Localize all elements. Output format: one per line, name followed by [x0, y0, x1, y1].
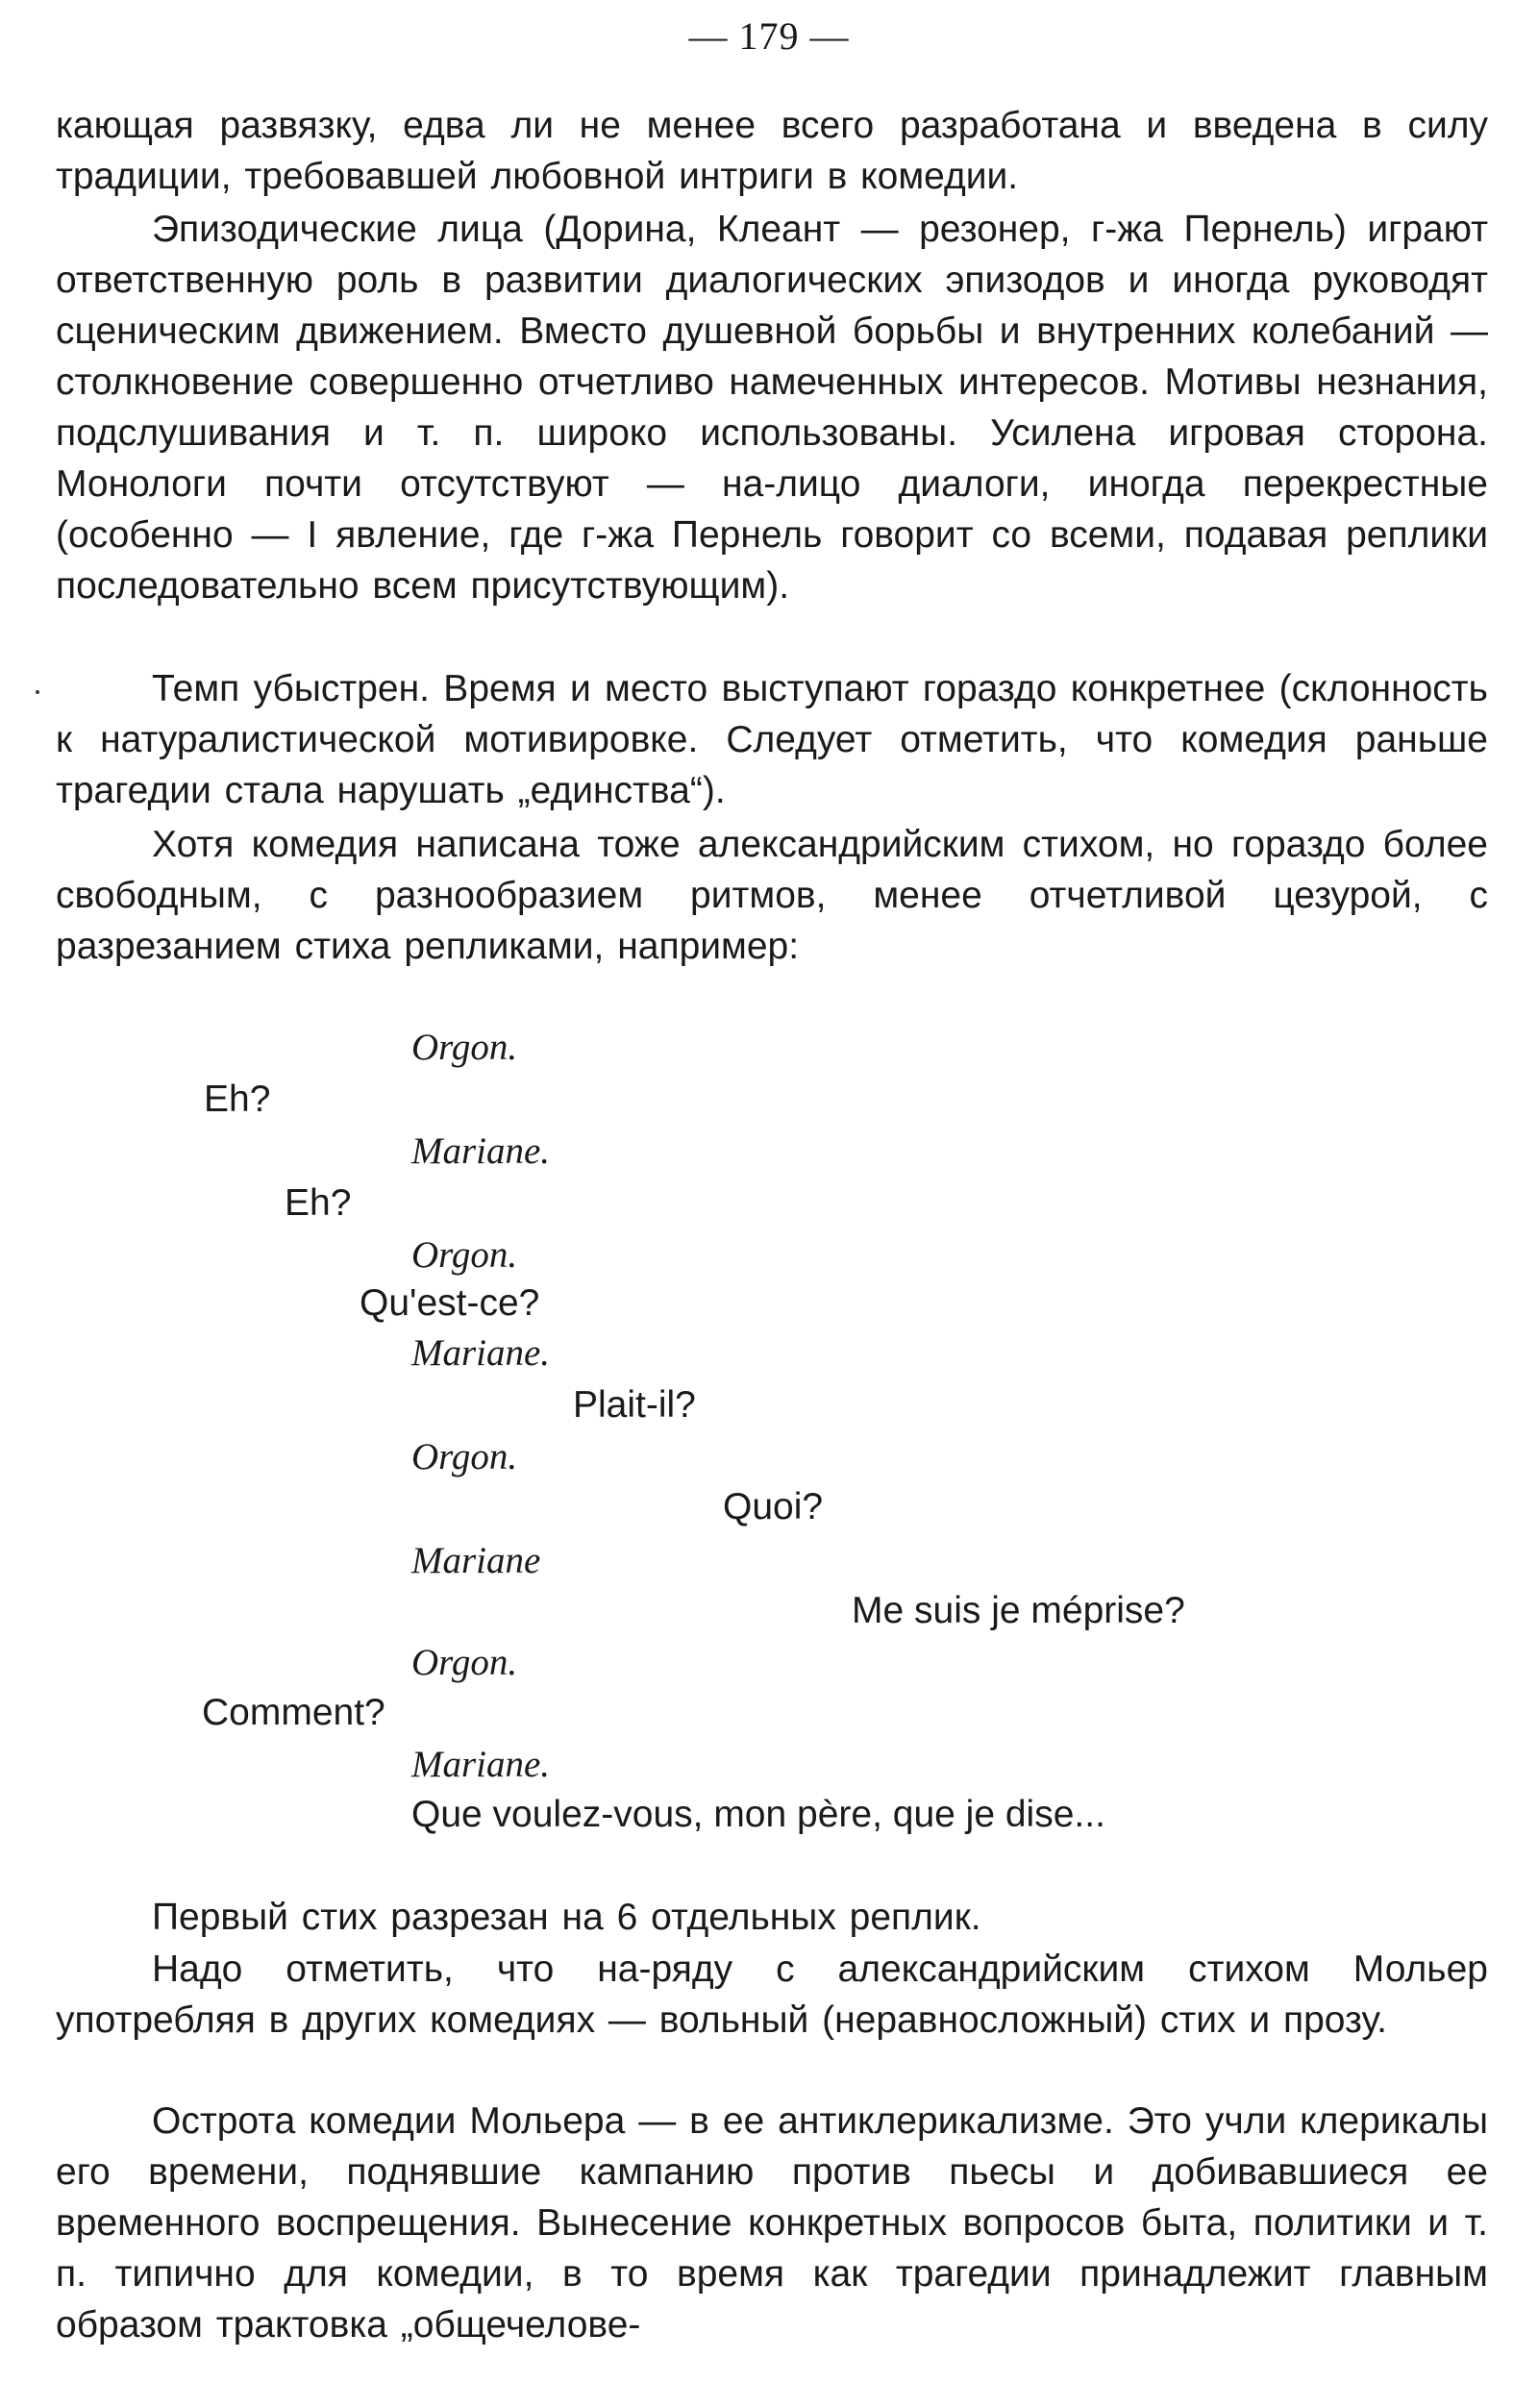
speaker-label: Mariane.	[411, 1744, 551, 1785]
verse-line: Me suis je méprise?	[852, 1590, 1185, 1631]
speaker-label: Mariane.	[411, 1332, 551, 1374]
verse-line: Comment?	[202, 1692, 385, 1733]
paragraph-verse-intro: Хотя комедия написана тоже александрийским стихом, но гораздо более свободным, с разнообразием ритмов, менее отчетливой цезурой, с разрезанием стиха репликами, например:	[56, 824, 1488, 967]
verse-line: Quoi?	[723, 1486, 824, 1527]
verse-line: Que voulez-vous, mon père, que je dise...	[411, 1794, 1105, 1835]
verse-line: Eh?	[285, 1182, 352, 1224]
verse-line: Qu'est-ce?	[360, 1282, 540, 1324]
print-speck	[36, 690, 39, 694]
speaker-label: Orgon.	[411, 1642, 518, 1683]
speaker-label: Mariane.	[411, 1130, 551, 1172]
verse-line: Plait-il?	[573, 1384, 696, 1426]
speaker-label: Mariane	[411, 1540, 541, 1581]
paragraph-episodic-characters: Эпизодические лица (Дорина, Клеант — резонер, г-жа Пернель) играют ответственную роль в развитии диалогических эпизодов и иногда руководят сценическим движением. Вместо душевной борьбы и внутренних колебаний — столкновение совершенно отчетливо намеченных интересов. Мотивы незнания, подслушивания и т. п. широко использованы. Усилена игровая сторона. Монологи почти отсутствуют — на-лицо диалоги, иногда перекрестные (особенно — I явление, где г-жа Пернель говорит со всеми, подавая реплики последовательно всем присутствующим).	[56, 209, 1488, 607]
speaker-label: Orgon.	[411, 1234, 518, 1276]
paragraph-first-verse: Первый стих разрезан на 6 отдельных реплик.	[152, 1897, 981, 1938]
paragraph-anticlericalism: Острота комедии Мольера — в ее антиклерикализме. Это учли клерикалы его времени, поднявшие кампанию против пьесы и добивавшиеся ее временного воспрещения. Вынесение конкретных вопросов быта, политики и т. п. типично для комедии, в то время как трагедии принадлежит главным образом трактовка „общечелове-	[56, 2100, 1488, 2346]
verse-line: Eh?	[204, 1079, 271, 1120]
page-number: — 179 —	[688, 14, 850, 58]
speaker-label: Orgon.	[411, 1436, 518, 1477]
paragraph-tempo: Темп убыстрен. Время и место выступают гораздо конкретнее (склонность к натуралистической мотивировке. Следует отметить, что комедия раньше трагедии стала нарушать „единства“).	[56, 668, 1488, 811]
speaker-label: Orgon.	[411, 1027, 518, 1068]
paragraph-free-verse: Надо отметить, что на-ряду с александрийским стихом Мольер употребляя в других комедиях — вольный (неравносложный) стих и прозу.	[56, 1949, 1488, 2041]
paragraph-continuation: кающая развязку, едва ли не менее всего разработана и введена в силу традиции, требовавшей любовной интриги в комедии.	[56, 105, 1488, 197]
